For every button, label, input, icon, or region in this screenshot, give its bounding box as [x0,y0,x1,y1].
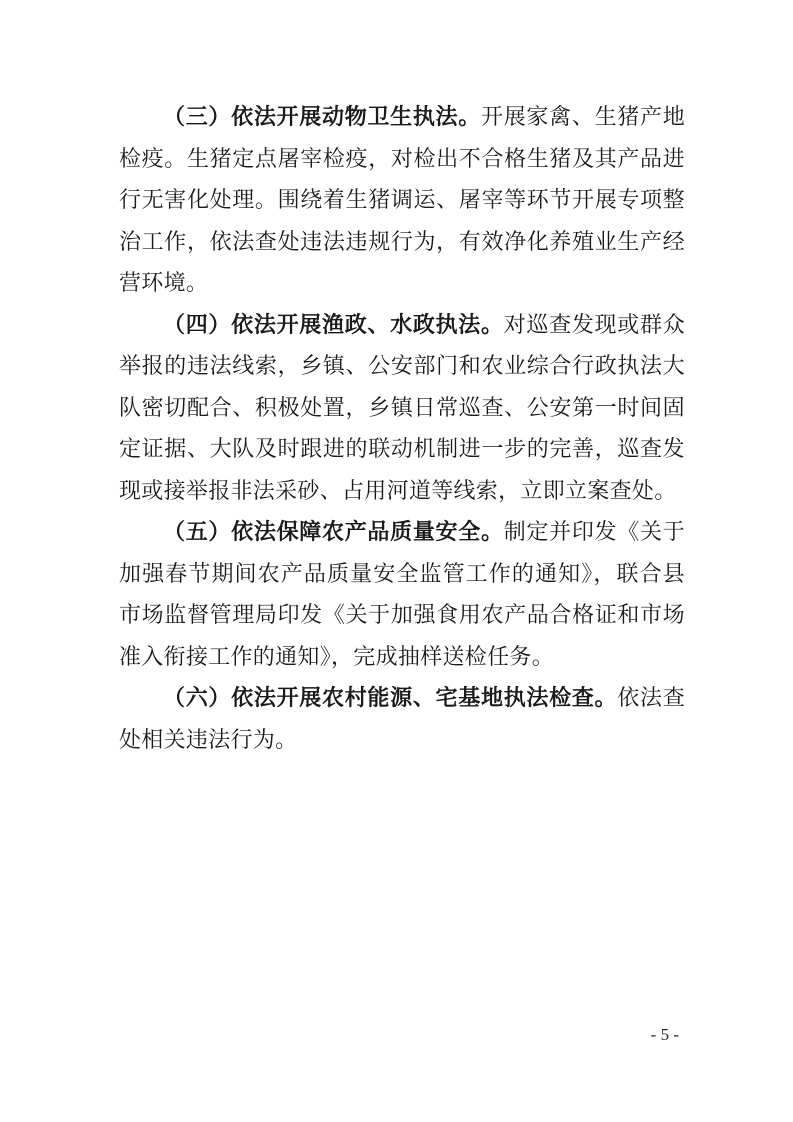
paragraph-animal-health [119,97,685,305]
paragraph-text: 开展家禽、生猪产地检疫。生猪定点屠宰检疫，对检出不合格生猪及其产品进行无害化处理。围绕着生猪调运、屠宰等环节开展专项整治工作，依法查处违法违规行为，有效净化养殖业生产经营环境。 [119,105,686,296]
paragraph-text: 制定并印发《关于加强春节期间农产品质量安全监管工作的通知》，联合县市场监督管理局印发《关于加强食用农产品合格证和市场准入衔接工作的通知》，完成抽样送检任务。 [119,520,685,670]
paragraph-heading: （五）依法保障农产品质量安全。 [163,519,504,545]
document-body [119,97,685,761]
paragraph-text: 依法查处相关违法行为。 [119,686,685,753]
paragraph-fishery-water [119,305,685,513]
paragraph-rural-energy [119,678,685,761]
paragraph-heading: （三）依法开展动物卫生执法。 [163,104,481,130]
paragraph-heading: （四）依法开展渔政、水政执法。 [163,311,504,338]
paragraph-heading: （六）依法开展农村能源、宅基地执法检查。 [163,685,618,711]
paragraph-text: 对巡查发现或群众举报的违法线索，乡镇、公安部门和农业综合行政执法大队密切配合、积极处置，乡镇日常巡查、公安第一时间固定证据、大队及时跟进的联动机制进一步的完善，巡查发现或接举报非法采砂、占用河道等线索，立即立案查处。 [119,312,685,504]
paragraph-product-quality [119,512,685,678]
page-number: - 5 - [650,1025,679,1044]
